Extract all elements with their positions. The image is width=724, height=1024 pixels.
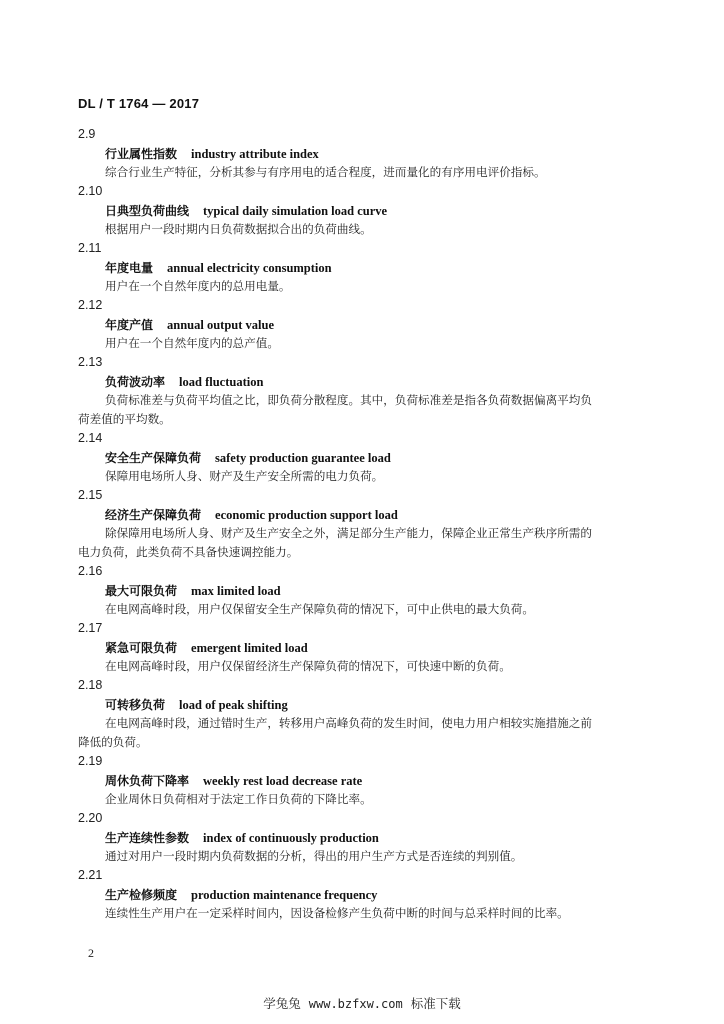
term-number: 2.15 [78,488,103,502]
term-number: 2.20 [78,811,103,825]
term-entry [78,125,658,182]
term-number: 2.17 [78,621,103,635]
term-number: 2.12 [78,298,103,312]
footer-site-link[interactable]: www.bzfxw.com [308,997,403,1011]
definition-line: 除保障用电场所人身、财产及生产安全之外，满足部分生产能力，保障企业正常生产秩序所需的 [105,526,592,540]
definition-line: 荷差值的平均数。 [78,412,171,426]
term-entry [78,562,658,619]
term-title [78,258,658,277]
term-title [78,581,658,600]
term-chinese-name: 安全生产保障负荷 [105,451,202,465]
term-chinese-name: 周休负荷下降率 [105,774,190,788]
term-chinese-name: 年度电量 [105,261,154,275]
definition-line: 在电网高峰时段，用户仅保留经济生产保障负荷的情况下，可快速中断的负荷。 [105,659,511,673]
term-english-name: annual output value [167,318,274,332]
term-english-name: index of continuously production [203,831,379,845]
term-title [78,315,658,334]
term-definition [78,714,658,752]
term-number: 2.13 [78,355,103,369]
download-site-footer [0,994,724,1012]
term-number: 2.9 [78,127,96,141]
term-entry [78,429,658,486]
term-entry [78,676,658,752]
term-english-name: load fluctuation [179,375,264,389]
term-english-name: max limited load [191,584,281,598]
term-entry [78,296,658,353]
term-english-name: weekly rest load decrease rate [203,774,363,788]
term-chinese-name: 负荷波动率 [105,375,166,389]
page-number: 2 [88,946,94,960]
term-chinese-name: 可转移负荷 [105,698,166,712]
term-title [78,448,658,467]
term-title [78,885,658,904]
term-number: 2.14 [78,431,103,445]
term-chinese-name: 最大可限负荷 [105,584,178,598]
definition-line: 电力负荷，此类负荷不具备快速调控能力。 [78,545,299,559]
term-chinese-name: 生产检修频度 [105,888,178,902]
term-definition [78,163,658,182]
definition-line: 在电网高峰时段，通过错时生产，转移用户高峰负荷的发生时间，使电力用户相较实施措施之前 [105,716,592,730]
term-entry [78,809,658,866]
term-entry [78,182,658,239]
term-definition [78,790,658,809]
definition-line: 保障用电场所人身、财产及生产安全所需的电力负荷。 [105,469,384,483]
term-chinese-name: 年度产值 [105,318,154,332]
term-title [78,505,658,524]
term-number: 2.16 [78,564,103,578]
term-entry [78,866,658,923]
term-english-name: safety production guarantee load [215,451,391,465]
term-english-name: typical daily simulation load curve [203,204,388,218]
term-number: 2.18 [78,678,103,692]
term-definition [78,277,658,296]
term-definition [78,467,658,486]
term-chinese-name: 行业属性指数 [105,147,178,161]
term-definition [78,847,658,866]
term-number: 2.10 [78,184,103,198]
footer-tagline: 标准下载 [410,996,461,1011]
term-title [78,144,658,163]
definition-line: 根据用户一段时期内日负荷数据拟合出的负荷曲线。 [105,222,372,236]
term-entry [78,619,658,676]
term-number: 2.21 [78,868,103,882]
term-definition [78,600,658,619]
term-definition [78,904,658,923]
term-english-name: industry attribute index [191,147,319,161]
term-definition [78,657,658,676]
term-definition [78,220,658,239]
definition-line: 综合行业生产特征，分析其参与有序用电的适合程度，进而量化的有序用电评价指标。 [105,165,546,179]
term-title [78,771,658,790]
definition-line: 用户在一个自然年度内的总用电量。 [105,279,291,293]
term-title [78,695,658,714]
term-chinese-name: 经济生产保障负荷 [105,508,202,522]
term-english-name: load of peak shifting [179,698,288,712]
term-entry [78,486,658,562]
footer-site-name: 学兔兔 [263,996,301,1011]
term-english-name: annual electricity consumption [167,261,332,275]
definition-line: 负荷标准差与负荷平均值之比，即负荷分散程度。其中，负荷标准差是指各负荷数据偏离平均负 [105,393,592,407]
term-entry [78,752,658,809]
definition-line: 连续性生产用户在一定采样时间内，因设备检修产生负荷中断的时间与总采样时间的比率。 [105,906,569,920]
term-title [78,638,658,657]
term-number: 2.11 [78,241,102,255]
term-title [78,828,658,847]
definition-line: 用户在一个自然年度内的总产值。 [105,336,279,350]
standard-code-header: DL / T 1764 — 2017 [78,96,200,111]
term-entry [78,353,658,429]
definition-line: 通过对用户一段时期内负荷数据的分析，得出的用户生产方式是否连续的判别值。 [105,849,523,863]
term-chinese-name: 生产连续性参数 [105,831,190,845]
term-definition [78,524,658,562]
term-english-name: economic production support load [215,508,398,522]
term-definition [78,334,658,353]
definition-line: 在电网高峰时段，用户仅保留安全生产保障负荷的情况下，可中止供电的最大负荷。 [105,602,534,616]
definition-line: 降低的负荷。 [78,735,148,749]
term-entry [78,239,658,296]
term-title [78,201,658,220]
definition-line: 企业周休日负荷相对于法定工作日负荷的下降比率。 [105,792,372,806]
term-chinese-name: 日典型负荷曲线 [105,204,190,218]
term-chinese-name: 紧急可限负荷 [105,641,178,655]
term-title [78,372,658,391]
term-english-name: emergent limited load [191,641,308,655]
term-definitions-list [78,125,658,923]
term-definition [78,391,658,429]
term-english-name: production maintenance frequency [191,888,378,902]
term-number: 2.19 [78,754,103,768]
